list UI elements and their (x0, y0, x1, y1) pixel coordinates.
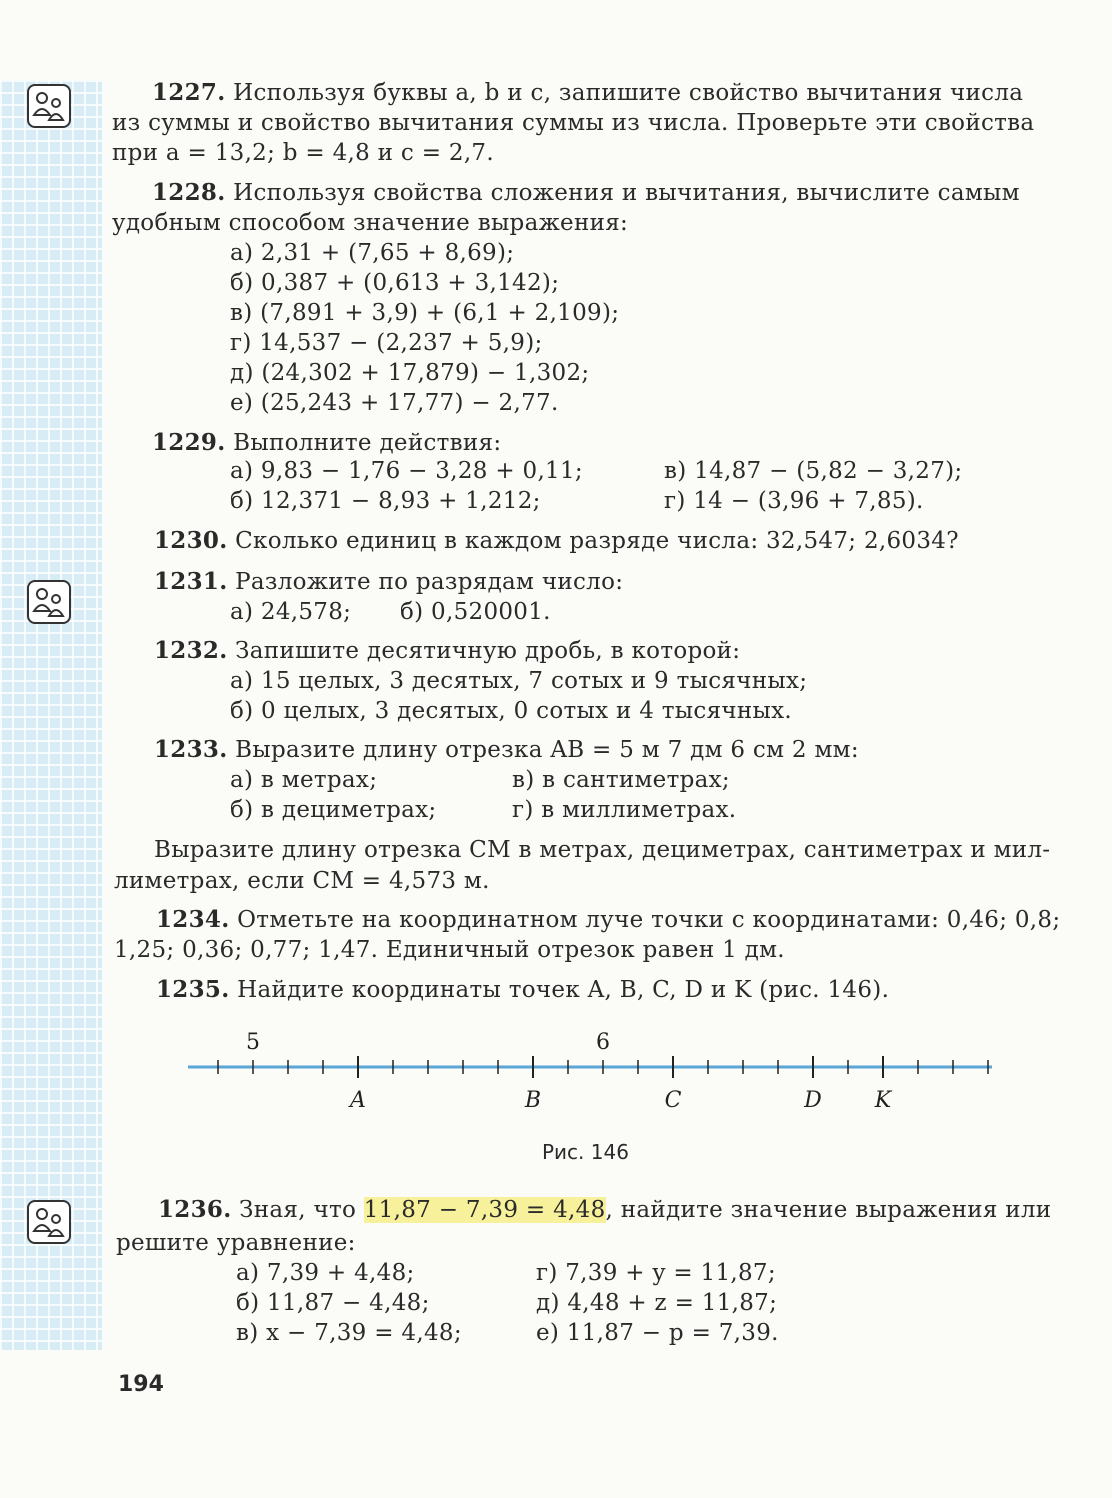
exercise-text: Используя свойства сложения и вычитания, вычислите самым (225, 180, 1020, 206)
figure-caption: Рис. 146 (542, 1140, 629, 1164)
exercise-number: 1232. (154, 637, 228, 664)
exercise-1236-item: а) 7,39 + 4,48; (236, 1260, 415, 1286)
ray-value-label-end: 6 (596, 1030, 610, 1055)
exercise-text: Сколько единиц в каждом разряде числа: 32,547; 2,6034? (227, 528, 959, 554)
exercise-1231-item: а) 24,578; (230, 599, 352, 625)
exercise-text: Выполните действия: (225, 430, 502, 456)
exercise-1236-item: д) 4,48 + z = 11,87; (536, 1290, 778, 1316)
exercise-1229-item: б) 12,371 − 8,93 + 1,212; (230, 488, 541, 514)
exercise-1227-line-2: из суммы и свойство вычитания суммы из числа. Проверьте эти свойства (112, 110, 1035, 136)
exercise-text: , найдите значение выражения или (605, 1197, 1052, 1223)
exercise-1231-line-1 (154, 567, 623, 597)
exercise-number: 1227. (152, 79, 226, 106)
exercise-1233-extra-line-1: Выразите длину отрезка CM в метрах, дециметрах, сантиметрах и мил- (154, 837, 1051, 863)
exercise-number: 1235. (156, 976, 230, 1003)
exercise-1227-line-3: при a = 13,2; b = 4,8 и c = 2,7. (112, 140, 494, 166)
group-work-icon (27, 1200, 71, 1244)
exercise-1228-line-1 (152, 178, 1020, 208)
exercise-1234-line-1 (156, 905, 1060, 935)
exercise-1228-item: г) 14,537 − (2,237 + 5,9); (230, 330, 543, 356)
exercise-1229-item: в) 14,87 − (5,82 − 3,27); (664, 458, 963, 484)
exercise-number: 1231. (154, 568, 228, 595)
exercise-number: 1230. (154, 527, 228, 554)
group-work-icon (27, 84, 71, 128)
exercise-1228-item: е) (25,243 + 17,77) − 2,77. (230, 390, 559, 416)
exercise-1236-item: е) 11,87 − p = 7,39. (536, 1320, 779, 1346)
exercise-number: 1234. (156, 906, 230, 933)
point-label-A: A (350, 1088, 366, 1113)
exercise-1228-item: б) 0,387 + (0,613 + 3,142); (230, 270, 560, 296)
exercise-1236-line-1 (158, 1195, 1051, 1225)
exercise-1228-item: в) (7,891 + 3,9) + (6,1 + 2,109); (230, 300, 620, 326)
exercise-1228-item: а) 2,31 + (7,65 + 8,69); (230, 240, 515, 266)
page-number: 194 (118, 1372, 164, 1397)
exercise-1228-line-2: удобным способом значение выражения: (112, 210, 629, 236)
exercise-1233-item: а) в метрах; (230, 767, 378, 793)
exercise-1233-item: г) в миллиметрах. (512, 797, 737, 823)
exercise-1233-item: б) в дециметрах; (230, 797, 437, 823)
highlighted-equation: 11,87 − 7,39 = 4,48 (363, 1197, 606, 1223)
exercise-1229-line-1 (152, 428, 501, 458)
exercise-1236-item: г) 7,39 + y = 11,87; (536, 1260, 776, 1286)
exercise-1229-item: г) 14 − (3,96 + 7,85). (664, 488, 924, 514)
exercise-1236-line-2: решите уравнение: (116, 1230, 356, 1256)
point-label-D: D (804, 1088, 822, 1113)
exercise-1228-item: д) (24,302 + 17,879) − 1,302; (230, 360, 590, 386)
ray-value-label-start: 5 (246, 1030, 260, 1055)
point-label-C: C (664, 1088, 682, 1113)
exercise-1232-item: а) 15 целых, 3 десятых, 7 сотых и 9 тысячных; (230, 668, 808, 694)
exercise-1229-item: а) 9,83 − 1,76 − 3,28 + 0,11; (230, 458, 583, 484)
exercise-number: 1236. (158, 1196, 232, 1223)
exercise-text: Запишите десятичную дробь, в которой: (227, 638, 741, 664)
exercise-1231-item: б) 0,520001. (400, 599, 551, 625)
exercise-1227-line-1 (152, 78, 1023, 108)
exercise-number: 1229. (152, 429, 226, 456)
exercise-text: Зная, что (231, 1197, 364, 1223)
exercise-1234-line-2: 1,25; 0,36; 0,77; 1,47. Единичный отрезок равен 1 дм. (114, 937, 785, 963)
margin-pattern-strip (0, 80, 102, 1350)
exercise-number: 1228. (152, 179, 226, 206)
exercise-1232-item: б) 0 целых, 3 десятых, 0 сотых и 4 тысячных. (230, 698, 793, 724)
point-label-B: B (524, 1088, 542, 1113)
exercise-text: Отметьте на координатном луче точки с координатами: 0,46; 0,8; (229, 907, 1061, 933)
exercise-1232-line-1 (154, 636, 740, 666)
exercise-text: Выразите длину отрезка AB = 5 м 7 дм 6 см 2 мм: (227, 737, 859, 763)
exercise-1233-extra-line-2: лиметрах, если CM = 4,573 м. (114, 868, 490, 894)
point-label-K: K (874, 1088, 892, 1113)
exercise-1236-item: в) x − 7,39 = 4,48; (236, 1320, 462, 1346)
exercise-1236-item: б) 11,87 − 4,48; (236, 1290, 430, 1316)
exercise-1230-line-1 (154, 526, 959, 556)
exercise-text: Используя буквы a, b и c, запишите свойство вычитания числа (225, 80, 1024, 106)
exercise-number: 1233. (154, 736, 228, 763)
exercise-text: Найдите координаты точек A, B, C, D и K (рис. 146). (229, 977, 890, 1003)
coordinate-ray-figure (180, 1025, 1000, 1125)
group-work-icon (27, 580, 71, 624)
exercise-1233-item: в) в сантиметрах; (512, 767, 730, 793)
exercise-1233-line-1 (154, 735, 859, 765)
exercise-1235-line-1 (156, 975, 889, 1005)
exercise-text: Разложите по разрядам число: (227, 569, 624, 595)
